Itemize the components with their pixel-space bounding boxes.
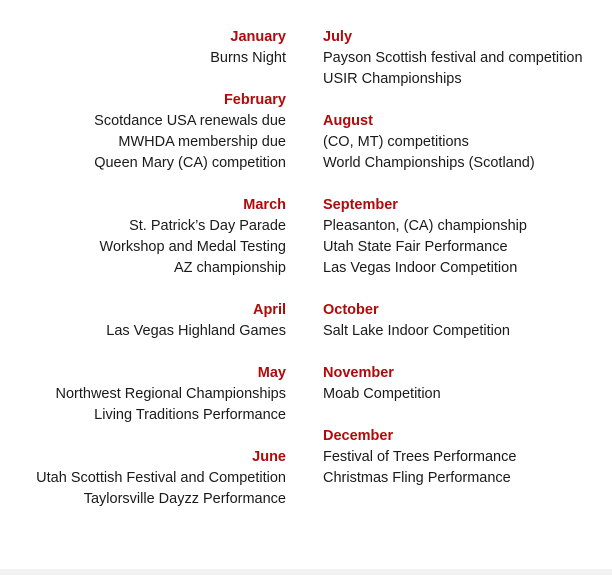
month-block-july: [323, 27, 593, 90]
month-heading: October: [323, 302, 379, 318]
month-block-october: [323, 300, 593, 342]
month-heading: May: [257, 365, 286, 381]
month-heading: January: [230, 29, 286, 45]
event-item: Festival of Trees Performance: [323, 449, 517, 465]
event-item: Moab Competition: [323, 386, 441, 402]
month-heading: March: [243, 197, 286, 213]
month-block-december: [323, 426, 593, 489]
month-heading: November: [323, 365, 394, 381]
month-block-june: [0, 447, 286, 510]
event-item: Living Traditions Performance: [94, 407, 286, 423]
month-block-may: [0, 363, 286, 426]
event-item: Scotdance USA renewals due: [94, 113, 286, 129]
event-item: Queen Mary (CA) competition: [94, 155, 286, 171]
calendar-column-right: [323, 27, 593, 489]
calendar-column-left: [0, 27, 286, 510]
month-block-march: [0, 195, 286, 279]
month-block-february: [0, 90, 286, 174]
event-item: Utah State Fair Performance: [323, 239, 508, 255]
event-item: Las Vegas Highland Games: [106, 323, 286, 339]
month-heading: August: [323, 113, 373, 129]
month-block-january: [0, 27, 286, 69]
month-block-november: [323, 363, 593, 405]
event-item: Burns Night: [210, 50, 286, 66]
event-item: Utah Scottish Festival and Competition: [36, 470, 286, 486]
month-heading: September: [323, 197, 398, 213]
event-item: World Championships (Scotland): [323, 155, 535, 171]
event-item: AZ championship: [173, 260, 286, 276]
month-heading: April: [252, 302, 286, 318]
events-calendar: [0, 27, 612, 567]
month-block-august: [323, 111, 593, 174]
month-block-september: [323, 195, 593, 279]
event-item: Pleasanton, (CA) championship: [323, 218, 527, 234]
event-item: USIR Championships: [323, 71, 462, 87]
event-item: St. Patrick’s Day Parade: [129, 218, 286, 234]
event-item: Salt Lake Indoor Competition: [323, 323, 510, 339]
month-heading: December: [323, 428, 394, 444]
event-item: (CO, MT) competitions: [323, 134, 469, 150]
month-heading: June: [252, 449, 286, 465]
event-item: Northwest Regional Championships: [55, 386, 286, 402]
event-item: Taylorsville Dayzz Performance: [83, 491, 286, 507]
event-item: Las Vegas Indoor Competition: [323, 260, 518, 276]
bottom-divider: [0, 569, 612, 575]
month-block-april: [0, 300, 286, 342]
event-item: Payson Scottish festival and competition: [323, 50, 583, 66]
event-item: Christmas Fling Performance: [323, 470, 511, 486]
event-item: Workshop and Medal Testing: [99, 239, 286, 255]
month-heading: February: [223, 92, 286, 108]
event-item: MWHDA membership due: [118, 134, 286, 150]
month-heading: July: [323, 29, 353, 45]
